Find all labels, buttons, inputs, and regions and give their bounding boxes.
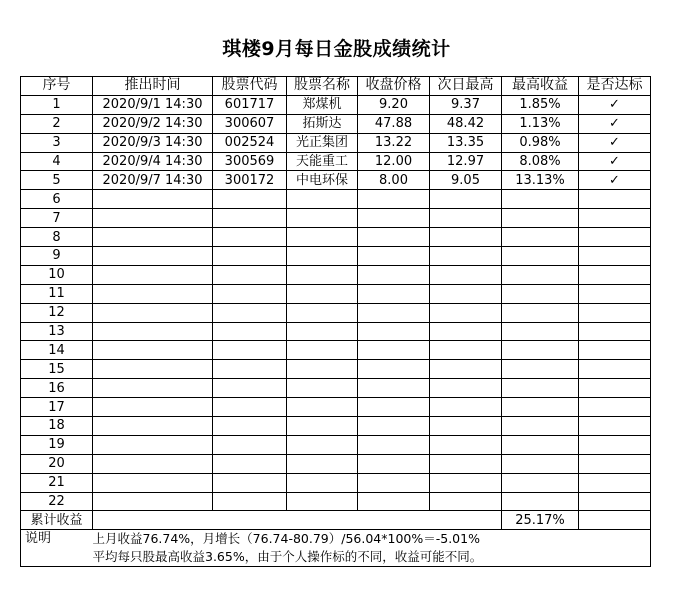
row-number-cell: 11: [21, 284, 93, 303]
met-target-cell: [579, 341, 651, 360]
time-cell: [93, 190, 213, 209]
max-gain-cell: [502, 435, 579, 454]
stock-code-cell: [213, 492, 287, 511]
stock-name-cell: 天能重工: [287, 152, 358, 171]
met-target-cell: ✓: [579, 95, 651, 114]
met-target-cell: ✓: [579, 133, 651, 152]
stock-code-cell: [213, 303, 287, 322]
next-high-cell: [430, 417, 502, 436]
met-target-cell: [579, 247, 651, 266]
next-high-cell: 12.97: [430, 152, 502, 171]
row-number-cell: 17: [21, 398, 93, 417]
header-cell: 收盘价格: [358, 77, 430, 96]
stock-name-cell: [287, 228, 358, 247]
close-price-cell: 12.00: [358, 152, 430, 171]
stock-code-cell: 300172: [213, 171, 287, 190]
stock-name-cell: [287, 379, 358, 398]
empty-cell: [21, 548, 93, 566]
stock-code-cell: 601717: [213, 95, 287, 114]
met-target-cell: [579, 228, 651, 247]
time-cell: [93, 209, 213, 228]
stock-name-cell: [287, 417, 358, 436]
close-price-cell: [358, 379, 430, 398]
total-value-cell: 25.17%: [502, 511, 579, 530]
table-row: [21, 454, 651, 473]
max-gain-cell: [502, 492, 579, 511]
close-price-cell: 47.88: [358, 114, 430, 133]
stock-code-cell: [213, 435, 287, 454]
close-price-cell: [358, 228, 430, 247]
table-row: [21, 152, 651, 171]
stock-code-cell: [213, 341, 287, 360]
empty-cell: [579, 511, 651, 530]
notes-label: 说明: [21, 530, 93, 548]
next-high-cell: [430, 228, 502, 247]
close-price-cell: [358, 284, 430, 303]
next-high-cell: [430, 473, 502, 492]
table-row: [21, 209, 651, 228]
row-number-cell: 13: [21, 322, 93, 341]
met-target-cell: [579, 473, 651, 492]
met-target-cell: [579, 492, 651, 511]
time-cell: [93, 492, 213, 511]
max-gain-cell: 8.08%: [502, 152, 579, 171]
stock-code-cell: 300569: [213, 152, 287, 171]
stock-name-cell: [287, 473, 358, 492]
table-row: [21, 379, 651, 398]
max-gain-cell: [502, 190, 579, 209]
row-number-cell: 9: [21, 247, 93, 266]
time-cell: [93, 247, 213, 266]
close-price-cell: 13.22: [358, 133, 430, 152]
stock-name-cell: [287, 322, 358, 341]
next-high-cell: 48.42: [430, 114, 502, 133]
stock-code-cell: [213, 247, 287, 266]
time-cell: 2020/9/3 14:30: [93, 133, 213, 152]
table-row: [21, 417, 651, 436]
max-gain-cell: [502, 341, 579, 360]
stock-name-cell: [287, 435, 358, 454]
met-target-cell: [579, 379, 651, 398]
next-high-cell: [430, 341, 502, 360]
max-gain-cell: 1.85%: [502, 95, 579, 114]
time-cell: [93, 454, 213, 473]
close-price-cell: [358, 492, 430, 511]
close-price-cell: [358, 417, 430, 436]
time-cell: [93, 303, 213, 322]
close-price-cell: 8.00: [358, 171, 430, 190]
next-high-cell: [430, 265, 502, 284]
row-number-cell: 2: [21, 114, 93, 133]
next-high-cell: [430, 454, 502, 473]
row-number-cell: 7: [21, 209, 93, 228]
row-number-cell: 12: [21, 303, 93, 322]
next-high-cell: [430, 492, 502, 511]
close-price-cell: [358, 454, 430, 473]
stock-code-cell: [213, 190, 287, 209]
header-cell: 是否达标: [579, 77, 651, 96]
stock-name-cell: [287, 341, 358, 360]
time-cell: [93, 265, 213, 284]
next-high-cell: [430, 360, 502, 379]
stock-code-cell: [213, 209, 287, 228]
time-cell: [93, 322, 213, 341]
stock-code-cell: [213, 398, 287, 417]
max-gain-cell: [502, 247, 579, 266]
stock-name-cell: 拓斯达: [287, 114, 358, 133]
time-cell: 2020/9/7 14:30: [93, 171, 213, 190]
stock-name-cell: [287, 284, 358, 303]
close-price-cell: [358, 398, 430, 417]
close-price-cell: [358, 322, 430, 341]
notes-line-2: 平均每只股最高收益3.65%，由于个人操作标的不同，收益可能不同。: [93, 548, 651, 566]
stock-name-cell: [287, 492, 358, 511]
met-target-cell: [579, 417, 651, 436]
max-gain-cell: [502, 454, 579, 473]
table-row: [21, 265, 651, 284]
table-row: [21, 114, 651, 133]
met-target-cell: ✓: [579, 152, 651, 171]
stock-name-cell: 光正集团: [287, 133, 358, 152]
sheet-title: 琪楼9月每日金股成绩统计: [222, 38, 451, 60]
total-row: [21, 511, 651, 530]
header-row: [21, 77, 651, 96]
table-row: [21, 190, 651, 209]
time-cell: [93, 360, 213, 379]
next-high-cell: [430, 247, 502, 266]
next-high-cell: 13.35: [430, 133, 502, 152]
next-high-cell: [430, 398, 502, 417]
max-gain-cell: 1.13%: [502, 114, 579, 133]
met-target-cell: [579, 284, 651, 303]
row-number-cell: 4: [21, 152, 93, 171]
met-target-cell: ✓: [579, 114, 651, 133]
time-cell: [93, 379, 213, 398]
header-cell: 最高收益: [502, 77, 579, 96]
time-cell: 2020/9/1 14:30: [93, 95, 213, 114]
max-gain-cell: [502, 303, 579, 322]
row-number-cell: 16: [21, 379, 93, 398]
next-high-cell: [430, 209, 502, 228]
met-target-cell: [579, 454, 651, 473]
performance-table: [20, 76, 651, 567]
notes-row: [21, 530, 651, 548]
stock-code-cell: [213, 265, 287, 284]
max-gain-cell: [502, 360, 579, 379]
met-target-cell: [579, 265, 651, 284]
close-price-cell: [358, 303, 430, 322]
time-cell: [93, 341, 213, 360]
table-body: [21, 77, 651, 567]
row-number-cell: 15: [21, 360, 93, 379]
time-cell: [93, 473, 213, 492]
time-cell: [93, 417, 213, 436]
row-number-cell: 3: [21, 133, 93, 152]
close-price-cell: [358, 473, 430, 492]
close-price-cell: [358, 265, 430, 284]
table-row: [21, 398, 651, 417]
stock-name-cell: 中电环保: [287, 171, 358, 190]
row-number-cell: 20: [21, 454, 93, 473]
next-high-cell: [430, 284, 502, 303]
stock-code-cell: [213, 473, 287, 492]
table-row: [21, 247, 651, 266]
stock-code-cell: 002524: [213, 133, 287, 152]
stock-code-cell: [213, 454, 287, 473]
next-high-cell: [430, 379, 502, 398]
stock-code-cell: [213, 360, 287, 379]
max-gain-cell: 13.13%: [502, 171, 579, 190]
header-cell: 次日最高: [430, 77, 502, 96]
table-row: [21, 341, 651, 360]
stock-name-cell: [287, 247, 358, 266]
table-row: [21, 133, 651, 152]
max-gain-cell: [502, 379, 579, 398]
next-high-cell: [430, 435, 502, 454]
stock-code-cell: [213, 417, 287, 436]
next-high-cell: 9.05: [430, 171, 502, 190]
stock-code-cell: [213, 379, 287, 398]
close-price-cell: [358, 209, 430, 228]
stock-name-cell: 郑煤机: [287, 95, 358, 114]
next-high-cell: [430, 190, 502, 209]
max-gain-cell: [502, 398, 579, 417]
next-high-cell: [430, 322, 502, 341]
close-price-cell: [358, 341, 430, 360]
met-target-cell: [579, 322, 651, 341]
stock-code-cell: 300607: [213, 114, 287, 133]
time-cell: 2020/9/4 14:30: [93, 152, 213, 171]
met-target-cell: [579, 303, 651, 322]
table-row: [21, 360, 651, 379]
row-number-cell: 19: [21, 435, 93, 454]
row-number-cell: 5: [21, 171, 93, 190]
empty-cell: [93, 511, 502, 530]
next-high-cell: 9.37: [430, 95, 502, 114]
stock-name-cell: [287, 303, 358, 322]
time-cell: 2020/9/2 14:30: [93, 114, 213, 133]
table-row: [21, 171, 651, 190]
table-row: [21, 435, 651, 454]
row-number-cell: 6: [21, 190, 93, 209]
stock-name-cell: [287, 190, 358, 209]
row-number-cell: 18: [21, 417, 93, 436]
close-price-cell: [358, 247, 430, 266]
close-price-cell: [358, 360, 430, 379]
time-cell: [93, 228, 213, 247]
stock-name-cell: [287, 265, 358, 284]
notes-line-1: 上月收益76.74%，月增长（76.74-80.79）/56.04*100%＝-5.01%: [93, 530, 651, 548]
table-row: [21, 284, 651, 303]
stock-code-cell: [213, 284, 287, 303]
stock-name-cell: [287, 360, 358, 379]
close-price-cell: [358, 435, 430, 454]
header-cell: 推出时间: [93, 77, 213, 96]
met-target-cell: [579, 209, 651, 228]
max-gain-cell: [502, 473, 579, 492]
table-row: [21, 228, 651, 247]
stock-name-cell: [287, 398, 358, 417]
met-target-cell: [579, 190, 651, 209]
max-gain-cell: [502, 228, 579, 247]
stock-name-cell: [287, 209, 358, 228]
met-target-cell: [579, 360, 651, 379]
time-cell: [93, 435, 213, 454]
table-row: [21, 492, 651, 511]
max-gain-cell: [502, 417, 579, 436]
met-target-cell: [579, 398, 651, 417]
next-high-cell: [430, 303, 502, 322]
close-price-cell: [358, 190, 430, 209]
header-cell: 股票代码: [213, 77, 287, 96]
row-number-cell: 14: [21, 341, 93, 360]
close-price-cell: 9.20: [358, 95, 430, 114]
stock-code-cell: [213, 322, 287, 341]
max-gain-cell: [502, 322, 579, 341]
time-cell: [93, 284, 213, 303]
row-number-cell: 8: [21, 228, 93, 247]
header-cell: 股票名称: [287, 77, 358, 96]
table-row: [21, 473, 651, 492]
table-row: [21, 303, 651, 322]
met-target-cell: ✓: [579, 171, 651, 190]
total-label-cell: 累计收益: [21, 511, 93, 530]
row-number-cell: 1: [21, 95, 93, 114]
stock-code-cell: [213, 228, 287, 247]
header-cell: 序号: [21, 77, 93, 96]
table-row: [21, 322, 651, 341]
stock-name-cell: [287, 454, 358, 473]
met-target-cell: [579, 435, 651, 454]
row-number-cell: 21: [21, 473, 93, 492]
row-number-cell: 10: [21, 265, 93, 284]
max-gain-cell: [502, 265, 579, 284]
row-number-cell: 22: [21, 492, 93, 511]
notes-row: [21, 548, 651, 566]
max-gain-cell: [502, 284, 579, 303]
max-gain-cell: [502, 209, 579, 228]
max-gain-cell: 0.98%: [502, 133, 579, 152]
table-row: [21, 95, 651, 114]
time-cell: [93, 398, 213, 417]
